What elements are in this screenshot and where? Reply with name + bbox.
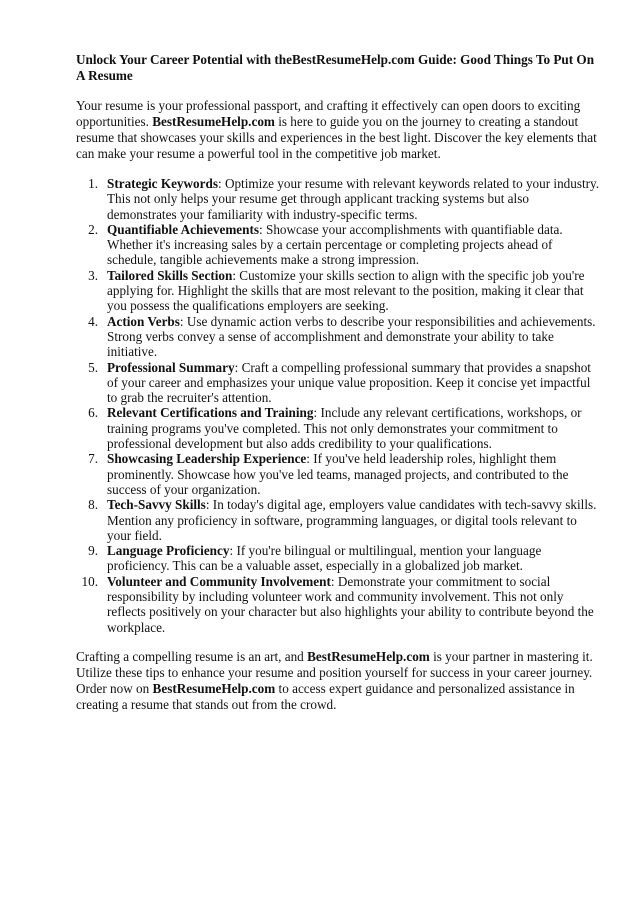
list-item: [81, 573, 600, 635]
list-item-text: Craft a compelling professional summary that provides a snapshot of your career and emphasizes your unique value proposition. Keep it concise yet impactful to grab the recruiter's attention.: [107, 359, 591, 406]
closing-brand-name-2: BestResumeHelp.com: [152, 680, 276, 696]
closing-text-1: Crafting a compelling resume is an art, and: [76, 648, 308, 664]
tips-list: [76, 176, 600, 635]
intro-paragraph: [76, 98, 600, 162]
list-item-text: Optimize your resume with relevant keywords related to your industry. This not only helps your resume get through applicant tracking systems but also demonstrates your familiarity with industry-specific terms.: [107, 176, 600, 222]
list-item-number: 9.: [88, 543, 98, 559]
list-item-number: 5.: [88, 359, 98, 375]
list-item-number: 1.: [88, 176, 98, 191]
list-item: [88, 176, 600, 222]
list-item-number: 7.: [88, 451, 98, 467]
list-item-heading: Action Verbs: [107, 313, 180, 329]
list-item: [88, 497, 600, 543]
list-item: [88, 543, 600, 574]
list-item-number: 2.: [88, 221, 98, 237]
list-item-number: 6.: [88, 405, 98, 421]
list-item-heading: Quantifiable Achievements: [107, 221, 260, 237]
closing-text-3: to access expert guidance and personalized assistance in creating a resume that stands out from the crowd.: [76, 680, 575, 712]
list-item-text: If you're bilingual or multilingual, mention your language proficiency. This can be a valuable asset, especially in a globalized job market.: [107, 543, 542, 574]
closing-brand-name-1: BestResumeHelp.com: [307, 648, 430, 664]
list-item-number: 10.: [81, 573, 98, 589]
list-item-text: In today's digital age, employers value candidates with tech-savvy skills. Mention any proficiency in software, programming languages, or digital tools relevant to your field.: [107, 497, 597, 543]
list-item-separator: :: [217, 176, 222, 191]
title-part-1: Unlock Your Career Potential with the: [76, 52, 292, 67]
list-item-separator: :: [234, 359, 239, 375]
list-item-separator: :: [229, 543, 234, 559]
list-item-text: Showcase your accomplishments with quantifiable data. Whether it's increasing sales by a certain percentage or completing projects ahead of schedule, tangible achievements make a strong impression.: [107, 221, 563, 268]
list-item-text: Include any relevant certifications, workshops, or training programs you've completed. This not only demonstrates your commitment to professional development but also adds credibility to your qualifications.: [107, 405, 582, 452]
title-brand-link: BestResumeHelp.com: [292, 52, 415, 67]
list-item-separator: :: [306, 451, 310, 467]
intro-brand-name: BestResumeHelp.com: [152, 114, 275, 129]
list-item-number: 8.: [88, 497, 98, 513]
list-item-separator: :: [179, 313, 184, 329]
list-item-heading: Strategic Keywords: [107, 176, 218, 191]
list-item-text: Demonstrate your commitment to social responsibility by including volunteer work and community involvement. This not only reflects positively on your character but also highlights your ability to contribute beyond the workplace.: [107, 573, 594, 635]
list-item: [88, 313, 600, 360]
list-item: [88, 451, 600, 497]
list-item: [88, 405, 600, 452]
list-item-heading: Relevant Certifications and Training: [107, 405, 314, 421]
list-item-heading: Volunteer and Community Involvement: [107, 573, 331, 589]
list-item-heading: Language Proficiency: [107, 543, 230, 559]
list-item-number: 4.: [88, 313, 98, 329]
list-item-separator: :: [232, 267, 236, 283]
list-item-separator: :: [313, 405, 318, 421]
list-item-number: 3.: [88, 267, 98, 283]
list-item-separator: :: [330, 573, 335, 589]
list-item-heading: Tailored Skills Section: [107, 267, 233, 283]
list-item: [88, 221, 600, 268]
closing-text-2: is your partner in mastering it. Utilize these tips to enhance your resume and position yourself for success in your career journey. Order now on: [76, 648, 593, 696]
list-item: [88, 359, 600, 406]
intro-text-1: Your resume is your professional passport, and crafting it effectively can open doors to exciting opportunities.: [76, 98, 581, 129]
list-item-text: Customize your skills section to align with the specific job you're applying for. Highlight the skills that are most relevant to the position, making it clear that you possess the qualifications employers are seeking.: [107, 267, 585, 314]
list-item-text: If you've held leadership roles, highlight them prominently. Showcase how you've led teams, managed projects, and contributed to the success of your organization.: [107, 451, 569, 497]
intro-text-2: is here to guide you on the journey to creating a standout resume that showcases your skills and experiences in the best light. Discover the key elements that can make your resume a powerful tool in the competitive job market.: [76, 114, 597, 161]
list-item-heading: Showcasing Leadership Experience: [107, 451, 307, 467]
list-item-text: Use dynamic action verbs to describe your responsibilities and achievements. Strong verbs convey a sense of accomplishment and demonstrate your ability to take initiative.: [107, 313, 596, 360]
list-item-separator: :: [259, 221, 263, 237]
document-title: [76, 52, 600, 84]
closing-paragraph: [76, 649, 600, 713]
list-item-heading: Tech-Savvy Skills: [107, 497, 206, 513]
title-part-2: Guide: Good Things To Put On A Resume: [76, 52, 595, 83]
list-item-heading: Professional Summary: [107, 359, 235, 375]
list-item-separator: :: [205, 497, 210, 513]
list-item: [88, 267, 600, 314]
